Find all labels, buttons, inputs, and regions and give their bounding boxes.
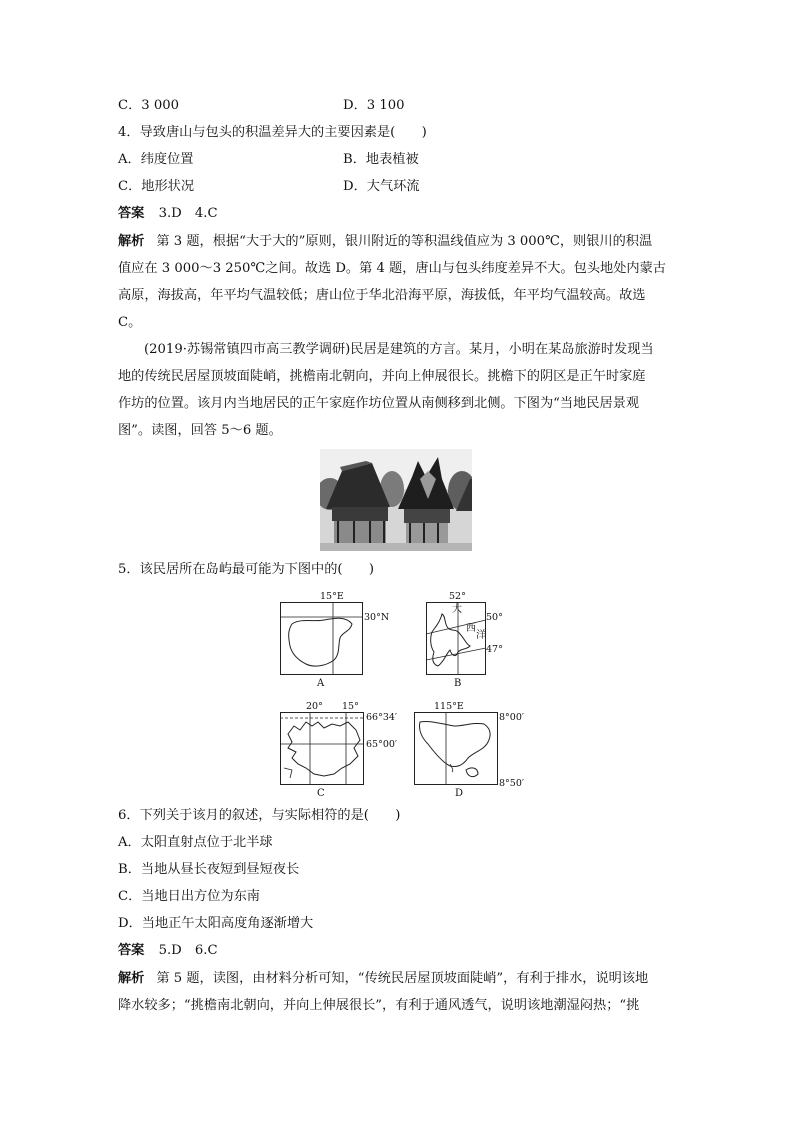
explanation-label: 解析 xyxy=(118,234,145,249)
q6-option-c: C．当地日出方位为东南 xyxy=(118,889,260,904)
map-b-char1: 大 xyxy=(452,604,462,615)
map-b-char3: 洋 xyxy=(476,630,486,641)
q6-option-a: A．太阳直射点位于北半球 xyxy=(118,835,273,850)
intro-line: 图”。读图，回答 5～6 题。 xyxy=(118,423,282,438)
map-b-lat1: 50° xyxy=(486,612,503,623)
house-photo xyxy=(320,449,472,551)
explanation-5-6 xyxy=(118,965,678,1019)
map-d xyxy=(414,712,498,785)
map-d-lat1: 8°00′ xyxy=(499,712,525,723)
intro-line: (2019·苏锡常镇四市高三教学调研)民居是建筑的方言。某月，小明在某岛旅游时发现当 xyxy=(144,342,654,357)
map-b-char2: 西 xyxy=(466,623,476,634)
map-c-lon1: 20° xyxy=(306,701,323,712)
map-a-caption: A xyxy=(317,678,325,689)
answer-label: 答案 xyxy=(118,206,145,221)
q5-stem: 5．该民居所在岛屿最可能为下图中的( ) xyxy=(118,562,375,577)
map-c-caption: C xyxy=(317,788,325,799)
map-b-caption: B xyxy=(454,678,462,689)
explanation-label: 解析 xyxy=(118,971,145,986)
explanation-line: 高原，海拔高，年平均气温较低；唐山位于华北沿海平原，海拔低，年平均气温较高。故选 xyxy=(118,288,646,303)
map-b-lon: 52° xyxy=(449,591,466,602)
explanation-line: C。 xyxy=(118,315,142,330)
q4-option-a: A．纬度位置 xyxy=(118,152,194,167)
map-c xyxy=(280,712,364,785)
intro-line: 作坊的位置。该月内当地居民的正午家庭作坊位置从南侧移到北侧。下图为“当地民居景观 xyxy=(118,396,640,411)
answer-5-6 xyxy=(118,941,218,961)
q6-option-b: B．当地从昼长夜短到昼短夜长 xyxy=(118,862,300,877)
map-a-lat: 30°N xyxy=(364,612,390,623)
map-a-lon: 15°E xyxy=(320,591,344,602)
intro-paragraph xyxy=(118,336,678,444)
map-d-caption: D xyxy=(455,788,464,799)
answer-text: 3.D 4.C xyxy=(158,206,218,221)
answer-text: 5.D 6.C xyxy=(158,943,218,958)
map-a xyxy=(280,602,363,675)
map-c-lat2: 65°00′ xyxy=(366,739,398,750)
answer-label: 答案 xyxy=(118,943,145,958)
map-d-lat2: 8°50′ xyxy=(499,778,525,789)
q6-stem: 6．下列关于该月的叙述，与实际相符的是( ) xyxy=(118,808,401,823)
q4-stem: 4．导致唐山与包头的积温差异大的主要因素是( ) xyxy=(118,125,427,140)
q4-option-b: B．地表植被 xyxy=(343,152,419,167)
explanation-3-4 xyxy=(118,228,678,336)
explanation-line: 第 3 题，根据“大于大的”原则，银川附近的等积温线值应为 3 000℃，则银川的积温 xyxy=(156,234,653,249)
q3-option-d: D．3 100 xyxy=(343,98,405,113)
explanation-line: 值应在 3 000～3 250℃之间。故选 D。第 4 题，唐山与包头纬度差异不大。包头地处内蒙古 xyxy=(118,261,666,276)
map-b-lat2: 47° xyxy=(486,644,503,655)
map-c-lat1: 66°34′ xyxy=(366,712,398,723)
map-c-lon2: 15° xyxy=(342,701,359,712)
q3-option-c: C．3 000 xyxy=(118,98,180,113)
q6-option-d: D．当地正午太阳高度角逐渐增大 xyxy=(118,916,314,931)
q4-option-d: D．大气环流 xyxy=(343,179,420,194)
explanation-line: 降水较多；“挑檐南北朝向，并向上伸展很长”，有利于通风透气，说明该地潮湿闷热；“挑 xyxy=(118,998,640,1013)
q4-option-c: C．地形状况 xyxy=(118,179,195,194)
map-d-lon: 115°E xyxy=(434,701,464,712)
explanation-line: 第 5 题，读图，由材料分析可知，“传统民居屋顶坡面陡峭”，有利于排水，说明该地 xyxy=(156,971,649,986)
answer-3-4 xyxy=(118,204,218,224)
intro-line: 地的传统民居屋顶坡面陡峭，挑檐南北朝向，并向上伸展很长。挑檐下的阴区是正午时家庭 xyxy=(118,369,646,384)
